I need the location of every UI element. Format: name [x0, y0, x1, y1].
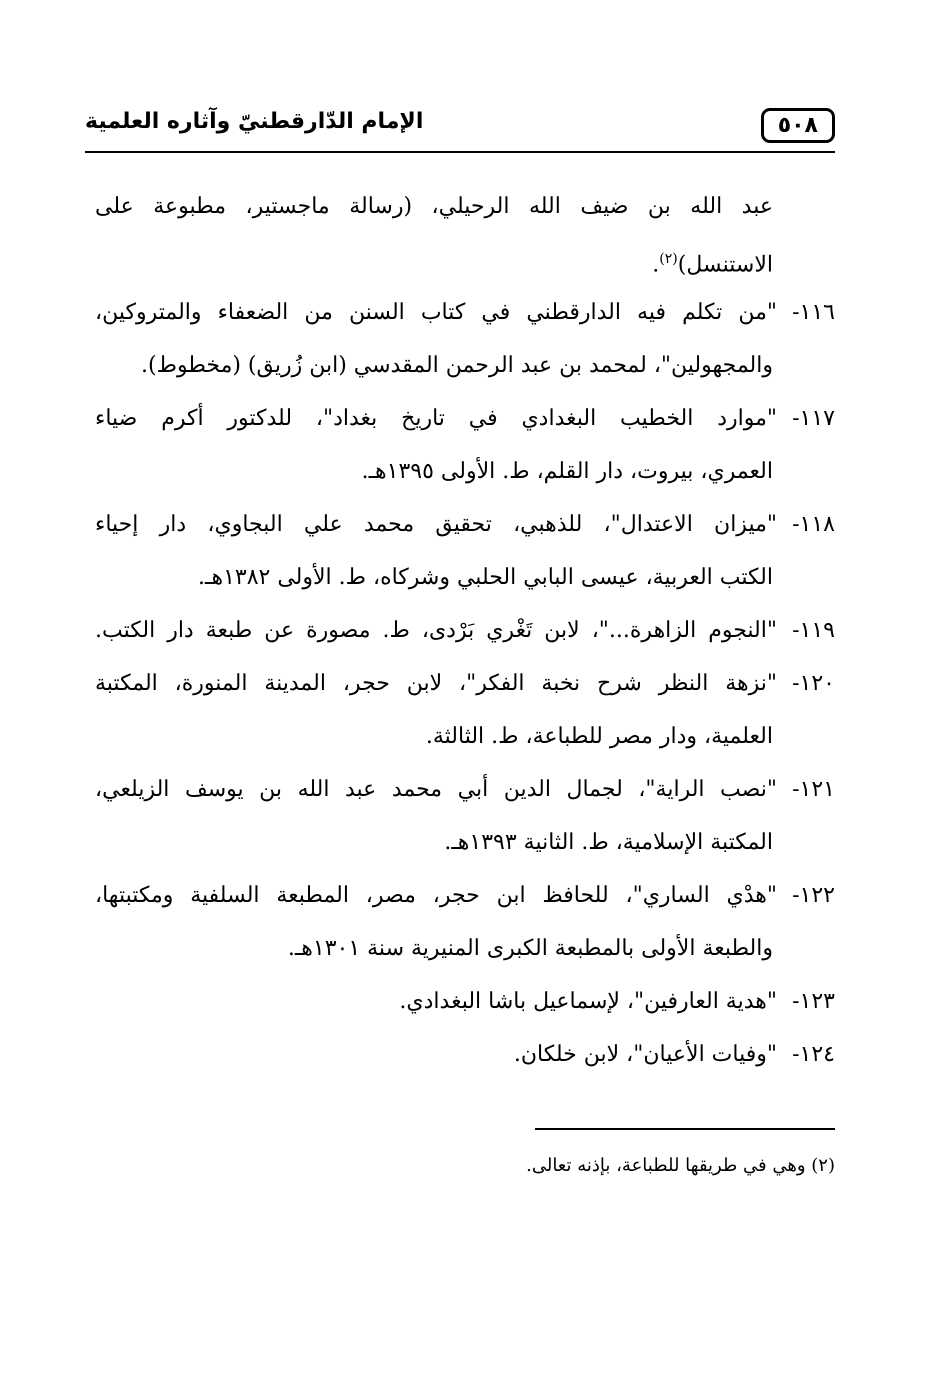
entry-text: الكتب العربية، عيسى البابي الحلبي وشركاه، ط. الأولى ١٣٨٢هـ. — [198, 565, 773, 590]
entry-number: ١٢٢- — [792, 883, 835, 908]
entry-line — [95, 869, 835, 922]
entry-text: والطبعة الأولى بالمطبعة الكبرى المنيرية سنة ١٣٠١هـ. — [287, 936, 773, 961]
entry-line — [95, 657, 835, 710]
continuation-line — [95, 180, 835, 233]
entry-number: ١١٦- — [792, 300, 835, 325]
entry-text: "موارد الخطيب البغدادي في تاريخ بغداد"، للدكتور أكرم ضياء — [95, 406, 777, 431]
page-number: ٥٠٨ — [761, 108, 835, 143]
footnote-reference: (٢) — [659, 251, 678, 267]
entry-number: ١١٧- — [792, 406, 835, 431]
entry-text: الاستنسل) — [677, 252, 773, 278]
entry-text: "نصب الراية"، لجمال الدين أبي محمد عبد الله بن يوسف الزيلعي، — [95, 777, 777, 802]
entry-text: المكتبة الإسلامية، ط. الثانية ١٣٩٣هـ. — [444, 830, 773, 855]
continuation-line — [95, 816, 835, 869]
entry-number: ١١٨- — [792, 512, 835, 537]
entry-text: "وفيات الأعيان"، لابن خلكان. — [513, 1042, 777, 1067]
entry-text: "النجوم الزاهرة..."، لابن تَغْري بَرْدى، ط. مصورة عن طبعة دار الكتب. — [95, 618, 777, 643]
entry-line — [95, 286, 835, 339]
entry-text: "من تكلم فيه الدارقطني في كتاب السنن من الضعفاء والمتروكين، — [95, 300, 777, 325]
footnote: (٢) وهي في طريقها للطباعة، بإذنه تعالى. — [526, 1155, 835, 1176]
entry-number: ١٢١- — [792, 777, 835, 802]
entry-line — [95, 392, 835, 445]
entry-line — [95, 763, 835, 816]
entry-line — [95, 604, 835, 657]
entry-line — [95, 975, 835, 1028]
continuation-line — [95, 710, 835, 763]
continuation-line — [95, 922, 835, 975]
entry-tail: . — [652, 252, 660, 278]
entry-text: عبد الله بن ضيف الله الرحيلي، (رسالة ماجستير، مطبوعة على — [95, 194, 773, 219]
entry-text: "نزهة النظر شرح نخبة الفكر"، لابن حجر، المدينة المنورة، المكتبة — [95, 671, 777, 696]
entry-number: ١٢٤- — [792, 1042, 835, 1067]
continuation-line — [95, 551, 835, 604]
footnote-rule — [535, 1128, 835, 1130]
entry-line — [95, 1028, 835, 1081]
continuation-line — [95, 445, 835, 498]
entry-text: "ميزان الاعتدال"، للذهبي، تحقيق محمد علي البجاوي، دار إحياء — [95, 512, 777, 537]
header-rule — [85, 151, 835, 153]
entry-text: والمجهولين"، لمحمد بن عبد الرحمن المقدسي (ابن زُريق) (مخطوط). — [141, 353, 773, 378]
entry-text: العلمية، ودار مصر للطباعة، ط. الثالثة. — [425, 724, 773, 749]
bibliography-list — [95, 180, 835, 1081]
continuation-line — [95, 233, 835, 286]
running-title: الإمام الدّارقطنيّ وآثاره العلمية — [85, 109, 424, 134]
entry-number: ١١٩- — [792, 618, 835, 643]
entry-number: ١٢٣- — [792, 989, 835, 1014]
continuation-line — [95, 339, 835, 392]
page-header — [85, 105, 835, 145]
entry-text: "هدية العارفين"، لإسماعيل باشا البغدادي. — [399, 989, 777, 1014]
entry-line — [95, 498, 835, 551]
entry-number: ١٢٠- — [792, 671, 835, 696]
entry-text: "هدْي الساري"، للحافظ ابن حجر، مصر، المطبعة السلفية ومكتبتها، — [95, 883, 777, 908]
entry-text: العمري، بيروت، دار القلم، ط. الأولى ١٣٩٥هـ. — [361, 459, 773, 484]
